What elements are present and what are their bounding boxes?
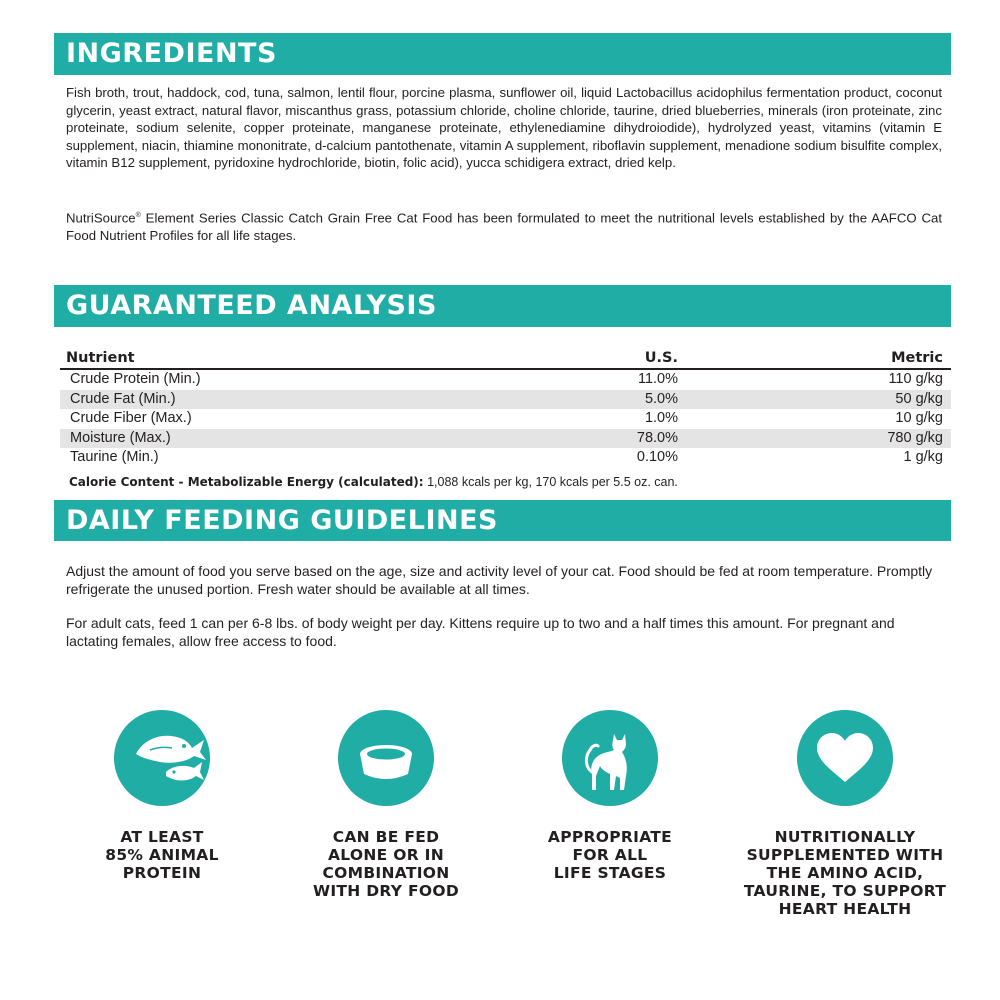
table-row — [60, 409, 951, 429]
feeding-guidelines-heading: DAILY FEEDING GUIDELINES — [54, 500, 951, 541]
metric-value-cell: 50 g/kg — [686, 390, 951, 410]
feature-label-line: HEART HEALTH — [778, 900, 912, 918]
table-row — [60, 429, 951, 449]
bowl-icon — [338, 710, 434, 806]
feature-label-line: SUPPLEMENTED WITH — [746, 846, 944, 864]
aafco-statement-text: Element Series Classic Catch Grain Free Cat Food has been formulated to meet the nutritional levels established by the AAFCO Cat Food Nutrient Profiles for all life stages. — [66, 210, 942, 243]
nutrient-cell: Taurine (Min.) — [70, 449, 159, 466]
metric-value-cell: 1 g/kg — [903, 449, 943, 466]
table-row — [60, 369, 951, 390]
feature-label-line: AT LEAST — [120, 828, 204, 846]
ingredients-list: Fish broth, trout, haddock, cod, tuna, salmon, lentil flour, porcine plasma, sunflower oil, liquid Lactobacillus acidophilus fermentation product, coconut glycerin, yeast extract, natural flavor, miscanthus grass, potassium chloride, choline chloride, taurine, dried blueberries, minerals (iron proteinate, zinc proteinate, sodium selenite, copper proteinate, manganese proteinate, ethylenediamine dihydroiodide), hydrolyzed yeast, vitamins (vitamin E supplement, niacin, thiamine mononitrate, d-calcium pantothenate, vitamin A supplement, riboflavin supplement, menadione sodium bisulfite complex, vitamin B12 supplement, pyridoxine hydrochloride, biotin, folic acid), yucca schidigera extract, dried kelp. — [66, 85, 942, 170]
table-row — [60, 448, 951, 468]
feature-taurine-heart-health — [734, 710, 956, 918]
feature-label-line: FOR ALL — [572, 846, 648, 864]
feeding-paragraph: For adult cats, feed 1 can per 6-8 lbs. of body weight per day. Kittens require up to two and a half times this amount. For pregnant and lactating females, allow free access to food. — [66, 615, 895, 649]
brand-name: NutriSource — [66, 210, 136, 226]
feature-label-line: TAURINE, TO SUPPORT — [743, 882, 947, 900]
feature-label-line: 85% ANIMAL — [105, 846, 219, 864]
metric-value-cell: 780 g/kg — [686, 429, 951, 449]
feature-label-line: NUTRITIONALLY — [774, 828, 916, 846]
feature-label-line: PROTEIN — [122, 864, 202, 882]
ingredients-heading: INGREDIENTS — [54, 33, 951, 75]
calorie-value: 1,088 kcals per kg, 170 kcals per 5.5 oz. can. — [423, 475, 678, 489]
nutrient-cell: Crude Protein (Min.) — [70, 371, 201, 388]
nutrient-cell: Crude Fat (Min.) — [60, 390, 508, 410]
feeding-paragraph: Adjust the amount of food you serve based on the age, size and activity level of your cat. Food should be fed at room temperature. Promptly refrigerate the unused portion. Fresh water should be available at all times. — [66, 563, 933, 597]
feature-label — [510, 828, 710, 882]
feature-label-line: WITH DRY FOOD — [312, 882, 460, 900]
feature-label-line: LIFE STAGES — [553, 864, 667, 882]
calorie-content — [69, 475, 678, 489]
nutrient-cell: Moisture (Max.) — [60, 429, 508, 449]
fish-icon — [114, 710, 210, 806]
feature-label-line: COMBINATION — [322, 864, 450, 882]
feature-label — [734, 828, 956, 918]
feature-label — [286, 828, 486, 900]
column-header-metric: Metric — [686, 347, 951, 369]
feature-label-line: ALONE OR IN — [327, 846, 444, 864]
feature-label-line: APPROPRIATE — [547, 828, 673, 846]
heart-icon — [797, 710, 893, 806]
guaranteed-analysis-heading: GUARANTEED ANALYSIS — [54, 285, 951, 327]
feature-animal-protein — [62, 710, 262, 882]
table-header-row — [60, 347, 951, 369]
feature-fed-alone-or-combo — [286, 710, 486, 900]
calorie-label: Calorie Content - Metabolizable Energy (calculated): — [69, 475, 424, 489]
us-value-cell: 78.0% — [508, 429, 686, 449]
aafco-statement — [66, 207, 942, 244]
feature-label-line: CAN BE FED — [332, 828, 440, 846]
column-header-nutrient: Nutrient — [60, 347, 508, 369]
cat-icon — [562, 710, 658, 806]
us-value-cell: 1.0% — [644, 410, 678, 427]
feature-label-line: THE AMINO ACID, — [766, 864, 924, 882]
us-value-cell: 5.0% — [508, 390, 686, 410]
registered-mark: ® — [135, 212, 141, 219]
table-row — [60, 390, 951, 410]
feature-label — [62, 828, 262, 882]
metric-value-cell: 10 g/kg — [895, 410, 943, 427]
column-header-us: U.S. — [508, 347, 686, 369]
feature-all-life-stages — [510, 710, 710, 882]
metric-value-cell: 110 g/kg — [888, 371, 943, 388]
nutrient-cell: Crude Fiber (Max.) — [70, 410, 192, 427]
us-value-cell: 11.0% — [637, 371, 678, 388]
guaranteed-analysis-table — [60, 347, 951, 468]
us-value-cell: 0.10% — [636, 449, 678, 466]
